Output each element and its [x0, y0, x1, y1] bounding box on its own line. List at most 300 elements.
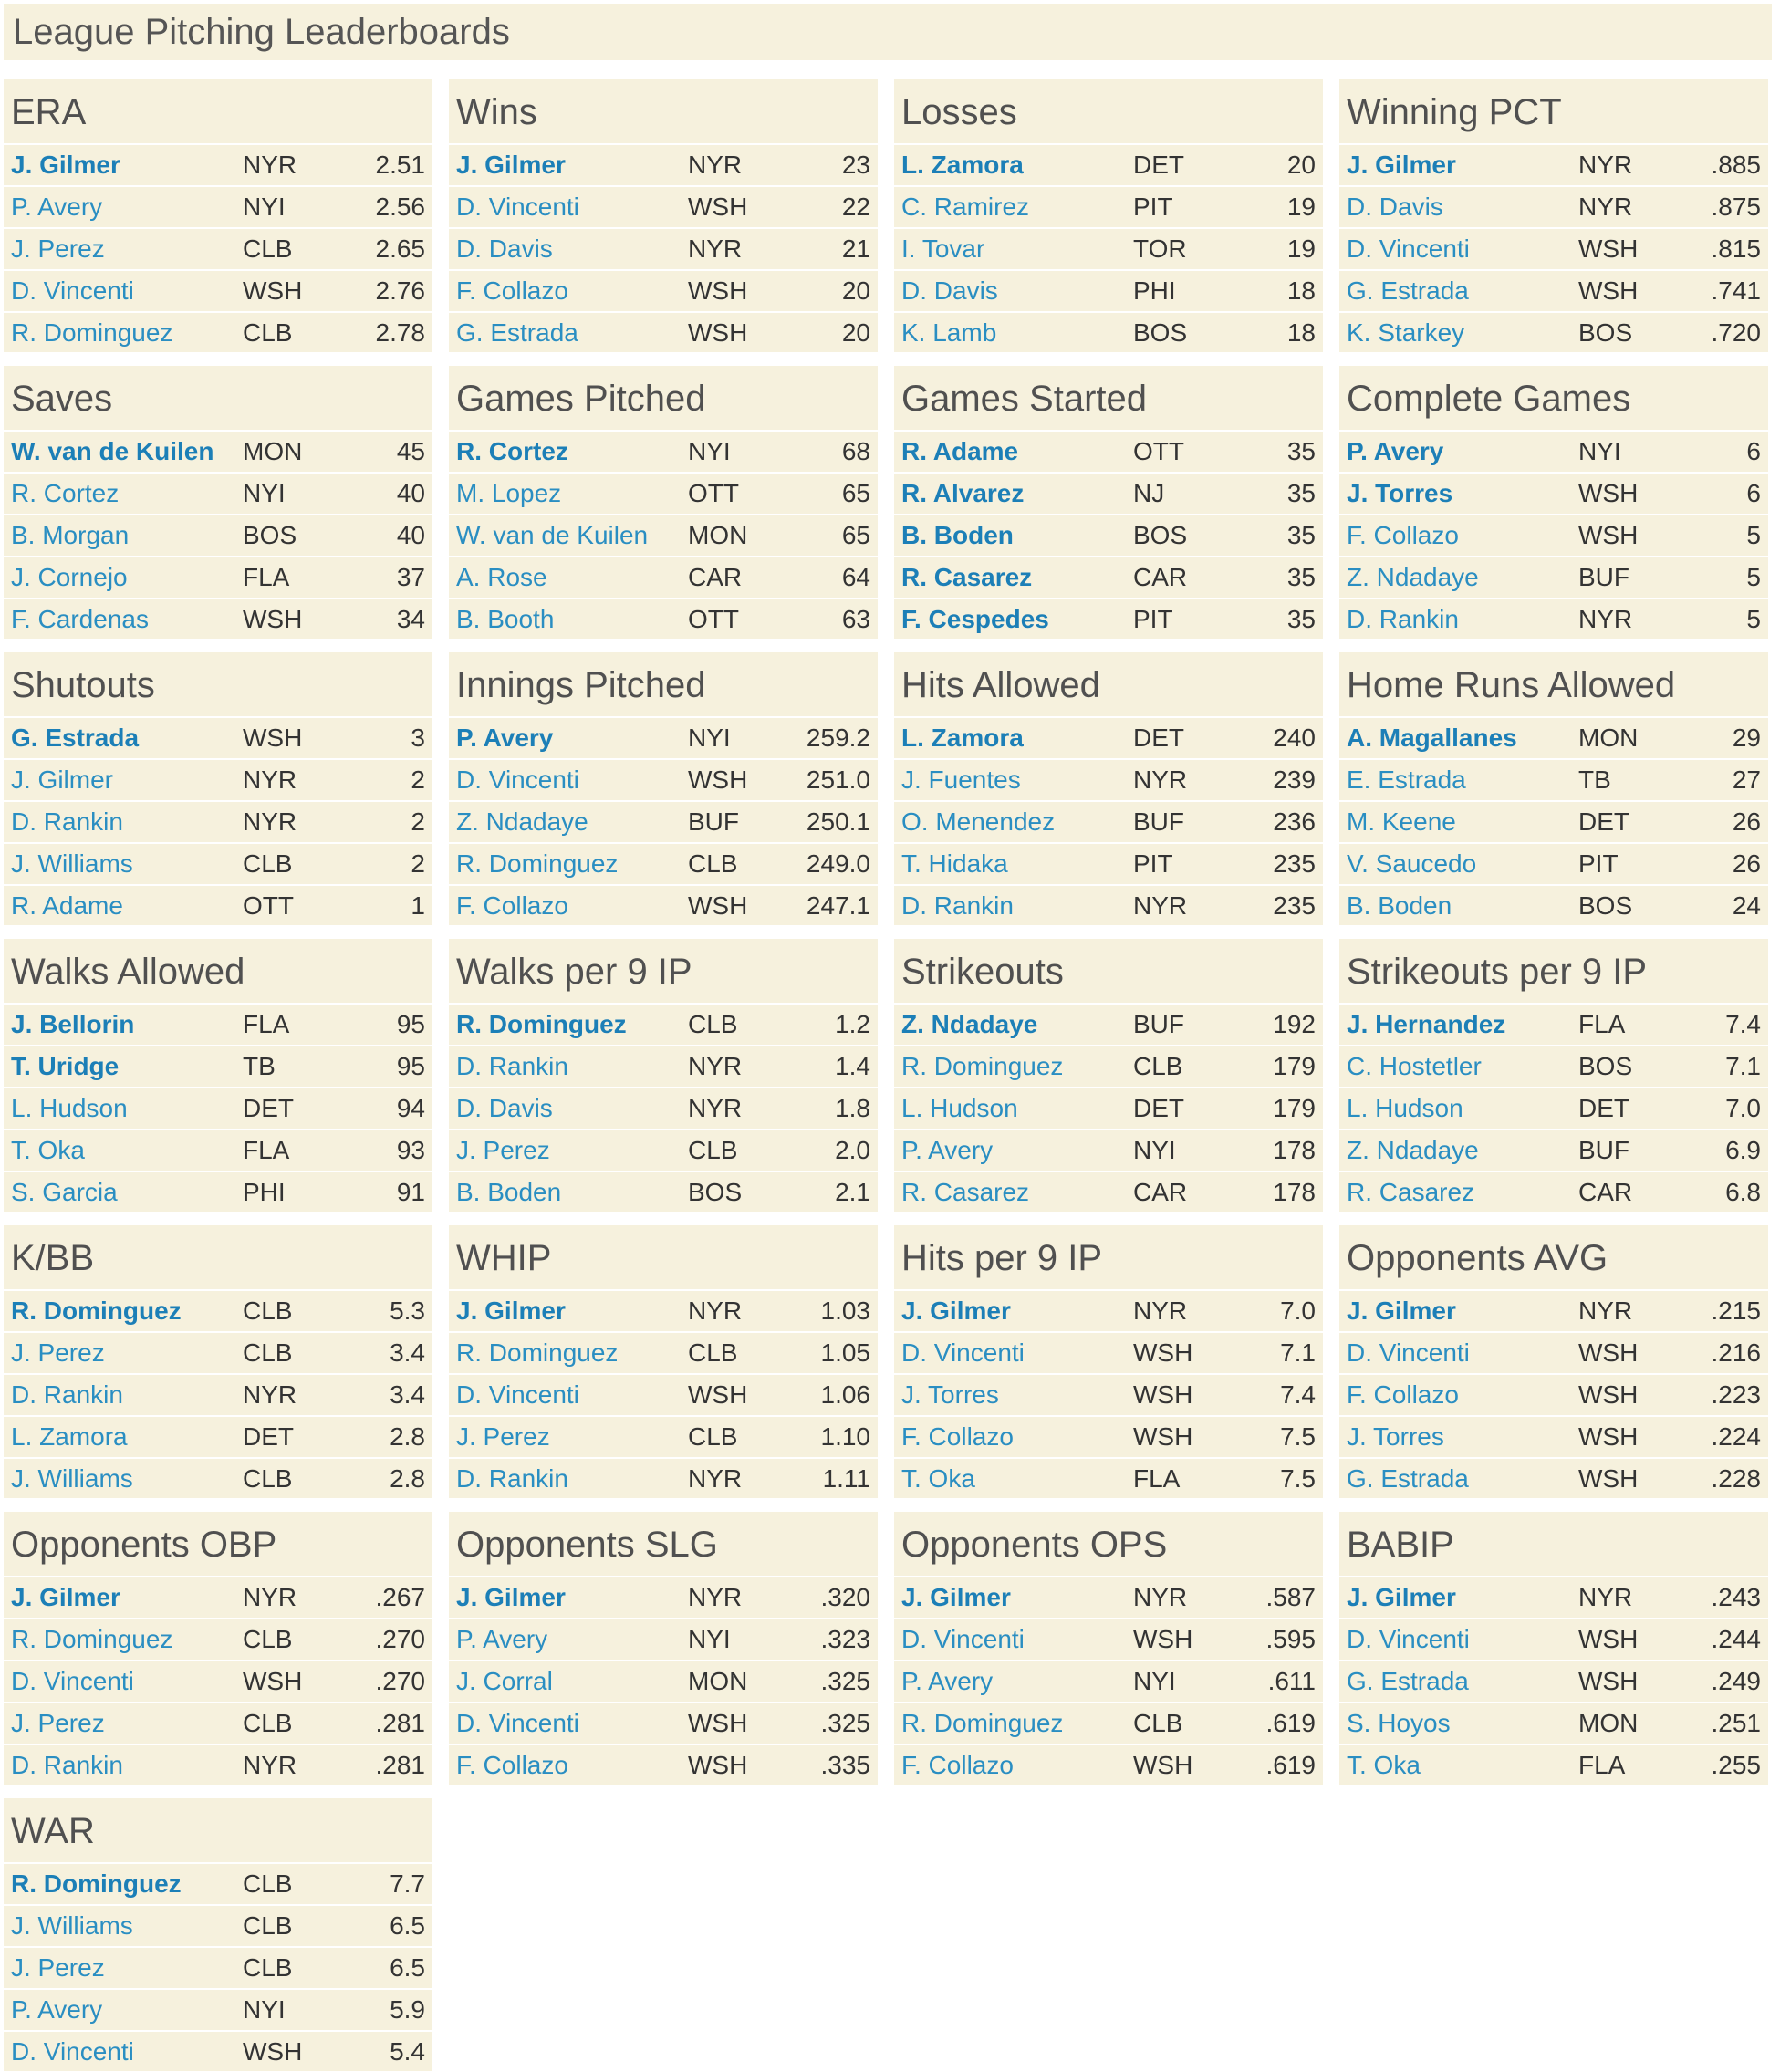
stat-value: .885: [1711, 151, 1761, 179]
leaderboard-row: [4, 758, 432, 800]
player-link[interactable]: L. Zamora: [901, 724, 1024, 752]
team-abbreviation: NJ: [1133, 479, 1165, 507]
leaderboard-row: [4, 1457, 432, 1499]
player-link[interactable]: J. Gilmer: [456, 151, 566, 179]
player-link[interactable]: D. Vincenti: [901, 1338, 1025, 1367]
player-link[interactable]: T. Oka: [1347, 1751, 1421, 1779]
team-abbreviation: WSH: [1578, 234, 1639, 263]
player-link[interactable]: D. Vincenti: [11, 2037, 134, 2066]
player-link[interactable]: R. Dominguez: [11, 1625, 173, 1653]
player-link[interactable]: D. Davis: [456, 1094, 553, 1122]
player-link[interactable]: R. Dominguez: [901, 1709, 1064, 1737]
player-link[interactable]: J. Torres: [1347, 1422, 1444, 1451]
player-link[interactable]: D. Rankin: [456, 1464, 568, 1493]
team-abbreviation: NYR: [1133, 1583, 1188, 1611]
stat-value: 7.1: [1725, 1052, 1761, 1080]
team-abbreviation: WSH: [688, 891, 748, 920]
player-link[interactable]: S. Garcia: [11, 1178, 118, 1206]
leaderboard-hits-per-9-ip: [894, 1225, 1323, 1498]
leaderboard-row: [4, 1862, 432, 1904]
leaderboard-row: [1339, 800, 1768, 842]
player-link[interactable]: D. Rankin: [1347, 605, 1459, 633]
player-link[interactable]: J. Gilmer: [1347, 1583, 1456, 1611]
player-link[interactable]: F. Collazo: [456, 1751, 568, 1779]
player-link[interactable]: F. Cardenas: [11, 605, 149, 633]
player-link[interactable]: R. Dominguez: [456, 849, 619, 878]
player-link[interactable]: J. Bellorin: [11, 1010, 135, 1038]
player-link[interactable]: F. Collazo: [1347, 521, 1459, 549]
player-link[interactable]: L. Hudson: [11, 1094, 128, 1122]
team-abbreviation: WSH: [1578, 479, 1639, 507]
leaderboard-row: [1339, 1129, 1768, 1171]
leaderboard-row: [449, 430, 878, 472]
leaderboard-title: Losses: [901, 92, 1017, 132]
player-link[interactable]: P. Avery: [1347, 437, 1444, 465]
team-abbreviation: CLB: [688, 1422, 738, 1451]
player-link[interactable]: C. Hostetler: [1347, 1052, 1482, 1080]
stat-value: .325: [820, 1709, 870, 1737]
player-link[interactable]: J. Gilmer: [901, 1296, 1011, 1325]
player-link[interactable]: D. Vincenti: [1347, 234, 1470, 263]
leaderboard-row: [894, 1702, 1323, 1744]
player-link[interactable]: W. van de Kuilen: [11, 437, 214, 465]
player-link[interactable]: A. Magallanes: [1347, 724, 1517, 752]
stat-value: 192: [1273, 1010, 1316, 1038]
player-link[interactable]: B. Boden: [456, 1178, 562, 1206]
player-link[interactable]: D. Vincenti: [901, 1625, 1025, 1653]
leaderboard-title: WAR: [11, 1811, 95, 1851]
team-abbreviation: CLB: [688, 1136, 738, 1164]
leaderboard-row: [1339, 1331, 1768, 1373]
leaderboard-row: [449, 1003, 878, 1045]
leaderboard-row: [1339, 1373, 1768, 1415]
player-link[interactable]: P. Avery: [11, 193, 103, 221]
leaderboard-row: [4, 598, 432, 640]
player-link[interactable]: T. Hidaka: [901, 849, 1008, 878]
player-link[interactable]: B. Booth: [456, 605, 555, 633]
leaderboard-title: Wins: [456, 92, 537, 132]
team-abbreviation: MON: [688, 1667, 748, 1695]
player-link[interactable]: D. Rankin: [11, 1380, 123, 1409]
player-link[interactable]: K. Starkey: [1347, 318, 1465, 347]
stat-value: 239: [1273, 765, 1316, 794]
leaderboard-title: Complete Games: [1347, 379, 1631, 419]
player-link[interactable]: Z. Ndadaye: [1347, 1136, 1479, 1164]
player-link[interactable]: D. Rankin: [456, 1052, 568, 1080]
player-link[interactable]: R. Dominguez: [456, 1010, 627, 1038]
team-abbreviation: NYR: [1578, 193, 1633, 221]
leaderboard-row: [1339, 1660, 1768, 1702]
leaderboard-title: Opponents OPS: [901, 1525, 1168, 1565]
player-link[interactable]: D. Vincenti: [1347, 1625, 1470, 1653]
stat-value: 7.5: [1280, 1464, 1316, 1493]
stat-value: .815: [1711, 234, 1761, 263]
leaderboard-row: [449, 758, 878, 800]
player-link[interactable]: D. Davis: [1347, 193, 1443, 221]
leaderboard-strikeouts: [894, 939, 1323, 1212]
leaderboard-row: [894, 1576, 1323, 1618]
leaderboard-shutouts: [4, 652, 432, 925]
player-link[interactable]: J. Gilmer: [11, 765, 113, 794]
team-abbreviation: NYI: [688, 437, 731, 465]
leaderboard-title: Winning PCT: [1347, 92, 1562, 132]
team-abbreviation: CLB: [243, 1709, 293, 1737]
stat-value: 235: [1273, 891, 1316, 920]
stat-value: .270: [375, 1667, 425, 1695]
player-link[interactable]: R. Casarez: [901, 563, 1033, 591]
stat-value: 249.0: [806, 849, 870, 878]
player-link[interactable]: A. Rose: [456, 563, 547, 591]
player-link[interactable]: D. Rankin: [11, 807, 123, 836]
team-abbreviation: BOS: [1133, 521, 1188, 549]
leaderboard-row: [1339, 430, 1768, 472]
team-abbreviation: MON: [243, 437, 303, 465]
team-abbreviation: BUF: [1578, 563, 1629, 591]
team-abbreviation: WSH: [1133, 1625, 1193, 1653]
leaderboard-row: [1339, 1003, 1768, 1045]
player-link[interactable]: J. Williams: [11, 1911, 133, 1940]
team-abbreviation: CLB: [243, 1338, 293, 1367]
player-link[interactable]: P. Avery: [901, 1136, 994, 1164]
player-link[interactable]: G. Estrada: [456, 318, 578, 347]
player-link[interactable]: J. Perez: [11, 234, 105, 263]
leaderboard-row: [4, 227, 432, 269]
team-abbreviation: NYI: [688, 1625, 731, 1653]
player-link[interactable]: G. Estrada: [1347, 1667, 1469, 1695]
stat-value: 2.78: [375, 318, 425, 347]
player-link[interactable]: M. Lopez: [456, 479, 562, 507]
stat-value: .270: [375, 1625, 425, 1653]
player-link[interactable]: T. Oka: [901, 1464, 975, 1493]
leaderboard-walks-allowed: [4, 939, 432, 1212]
player-link[interactable]: J. Gilmer: [11, 1583, 120, 1611]
player-link[interactable]: J. Fuentes: [901, 765, 1021, 794]
player-link[interactable]: E. Estrada: [1347, 765, 1466, 794]
player-link[interactable]: R. Casarez: [901, 1178, 1030, 1206]
stat-value: 5: [1746, 605, 1761, 633]
team-abbreviation: NYR: [243, 1751, 297, 1779]
player-link[interactable]: J. Perez: [11, 1709, 105, 1737]
player-link[interactable]: G. Estrada: [1347, 276, 1469, 305]
stat-value: 1.2: [835, 1010, 870, 1038]
team-abbreviation: PHI: [1133, 276, 1176, 305]
player-link[interactable]: D. Vincenti: [456, 765, 579, 794]
stat-value: 7.1: [1280, 1338, 1316, 1367]
leaderboard-row: [894, 758, 1323, 800]
stat-value: 37: [396, 563, 425, 591]
player-link[interactable]: J. Gilmer: [456, 1583, 566, 1611]
player-link[interactable]: J. Perez: [11, 1953, 105, 1982]
player-link[interactable]: F. Collazo: [901, 1751, 1014, 1779]
player-link[interactable]: Z. Ndadaye: [1347, 563, 1479, 591]
leaderboard-row: [4, 1171, 432, 1213]
player-link[interactable]: R. Dominguez: [11, 318, 173, 347]
stat-value: .595: [1265, 1625, 1316, 1653]
stat-value: 235: [1273, 849, 1316, 878]
player-link[interactable]: B. Boden: [1347, 891, 1452, 920]
leaderboard-title: BABIP: [1347, 1525, 1454, 1565]
player-link[interactable]: J. Torres: [901, 1380, 999, 1409]
player-link[interactable]: J. Williams: [11, 849, 133, 878]
player-link[interactable]: R. Alvarez: [901, 479, 1025, 507]
stat-value: 3.4: [390, 1338, 425, 1367]
team-abbreviation: DET: [1133, 1094, 1184, 1122]
leaderboard-row: [449, 842, 878, 884]
stat-value: 6: [1746, 479, 1761, 507]
stat-value: 251.0: [806, 765, 870, 794]
team-abbreviation: TOR: [1133, 234, 1187, 263]
stat-value: 7.5: [1280, 1422, 1316, 1451]
player-link[interactable]: L. Hudson: [1347, 1094, 1463, 1122]
team-abbreviation: PIT: [1578, 849, 1619, 878]
player-link[interactable]: D. Vincenti: [456, 193, 579, 221]
player-link[interactable]: J. Corral: [456, 1667, 553, 1695]
player-link[interactable]: J. Hernandez: [1347, 1010, 1506, 1038]
player-link[interactable]: J. Gilmer: [1347, 151, 1456, 179]
leaderboard-row: [4, 1129, 432, 1171]
leaderboard-opponents-obp: [4, 1512, 432, 1785]
player-link[interactable]: F. Collazo: [1347, 1380, 1459, 1409]
player-link[interactable]: D. Davis: [901, 276, 998, 305]
player-link[interactable]: R. Adame: [901, 437, 1019, 465]
player-link[interactable]: J. Gilmer: [11, 151, 120, 179]
team-abbreviation: CAR: [688, 563, 743, 591]
team-abbreviation: CLB: [688, 849, 738, 878]
player-link[interactable]: P. Avery: [456, 1625, 548, 1653]
stat-value: 45: [396, 437, 425, 465]
leaderboard-title: Hits per 9 IP: [901, 1238, 1103, 1278]
player-link[interactable]: R. Cortez: [456, 437, 568, 465]
player-link[interactable]: T. Oka: [11, 1136, 85, 1164]
stat-value: 1.8: [835, 1094, 870, 1122]
team-abbreviation: WSH: [688, 765, 748, 794]
stat-value: 26: [1732, 849, 1761, 878]
stat-value: .243: [1711, 1583, 1761, 1611]
leaderboard-row: [4, 1289, 432, 1331]
stat-value: 1.05: [820, 1338, 870, 1367]
team-abbreviation: WSH: [1578, 1625, 1639, 1653]
leaderboard-row: [1339, 598, 1768, 640]
team-abbreviation: CLB: [1133, 1709, 1183, 1737]
player-link[interactable]: J. Gilmer: [456, 1296, 566, 1325]
leaderboard-title: Home Runs Allowed: [1347, 665, 1676, 705]
player-link[interactable]: G. Estrada: [1347, 1464, 1469, 1493]
team-abbreviation: NYI: [1133, 1136, 1176, 1164]
player-link[interactable]: Z. Ndadaye: [901, 1010, 1038, 1038]
stat-value: 236: [1273, 807, 1316, 836]
leaderboard-row: [4, 1660, 432, 1702]
leaderboard-row: [449, 1618, 878, 1660]
stat-value: 29: [1732, 724, 1761, 752]
leaderboard-row: [894, 598, 1323, 640]
team-abbreviation: CLB: [1133, 1052, 1183, 1080]
team-abbreviation: NYR: [1133, 765, 1188, 794]
team-abbreviation: WSH: [688, 1709, 748, 1737]
leaderboard-losses: [894, 79, 1323, 352]
team-abbreviation: NYR: [688, 1094, 743, 1122]
leaderboard-title: Opponents OBP: [11, 1525, 277, 1565]
leaderboard-row: [449, 556, 878, 598]
team-abbreviation: WSH: [1578, 1380, 1639, 1409]
player-link[interactable]: S. Hoyos: [1347, 1709, 1451, 1737]
player-link[interactable]: B. Boden: [901, 521, 1014, 549]
player-link[interactable]: P. Avery: [456, 724, 554, 752]
player-link[interactable]: C. Ramirez: [901, 193, 1030, 221]
team-abbreviation: CLB: [243, 1625, 293, 1653]
leaderboard-row: [894, 1373, 1323, 1415]
stat-value: 1.03: [820, 1296, 870, 1325]
stat-value: .323: [820, 1625, 870, 1653]
stat-value: 65: [841, 521, 870, 549]
player-link[interactable]: R. Adame: [11, 891, 123, 920]
player-link[interactable]: D. Vincenti: [1347, 1338, 1470, 1367]
team-abbreviation: DET: [1133, 724, 1184, 752]
stat-value: 2: [411, 849, 425, 878]
stat-value: 2: [411, 765, 425, 794]
leaderboard-whip: [449, 1225, 878, 1498]
player-link[interactable]: J. Gilmer: [901, 1583, 1011, 1611]
team-abbreviation: WSH: [1578, 276, 1639, 305]
player-link[interactable]: D. Rankin: [11, 1751, 123, 1779]
player-link[interactable]: D. Davis: [456, 234, 553, 263]
leaderboard-complete-games: [1339, 366, 1768, 639]
stat-value: 7.7: [390, 1869, 425, 1898]
team-abbreviation: WSH: [1133, 1751, 1193, 1779]
leaderboard-title: Innings Pitched: [456, 665, 706, 705]
team-abbreviation: WSH: [1578, 1422, 1639, 1451]
stat-value: 2.65: [375, 234, 425, 263]
player-link[interactable]: R. Dominguez: [456, 1338, 619, 1367]
team-abbreviation: CLB: [243, 1911, 293, 1940]
player-link[interactable]: B. Morgan: [11, 521, 130, 549]
player-link[interactable]: M. Keene: [1347, 807, 1456, 836]
stat-value: 63: [841, 605, 870, 633]
stat-value: 1.11: [822, 1464, 870, 1493]
player-link[interactable]: P. Avery: [901, 1667, 994, 1695]
player-link[interactable]: R. Dominguez: [901, 1052, 1064, 1080]
player-link[interactable]: O. Menendez: [901, 807, 1056, 836]
stat-value: 95: [396, 1010, 425, 1038]
leaderboard-games-pitched: [449, 366, 878, 639]
player-link[interactable]: W. van de Kuilen: [456, 521, 649, 549]
player-link[interactable]: Z. Ndadaye: [456, 807, 588, 836]
leaderboard-row: [1339, 1618, 1768, 1660]
player-link[interactable]: F. Cespedes: [901, 605, 1049, 633]
team-abbreviation: TB: [243, 1052, 276, 1080]
team-abbreviation: NYI: [1133, 1667, 1176, 1695]
team-abbreviation: FLA: [243, 1136, 290, 1164]
stat-value: 19: [1286, 193, 1316, 221]
stat-value: .281: [375, 1751, 425, 1779]
stat-value: 20: [1286, 151, 1316, 179]
player-link[interactable]: D. Vincenti: [11, 1667, 134, 1695]
stat-value: 7.0: [1725, 1094, 1761, 1122]
player-link[interactable]: L. Zamora: [901, 151, 1024, 179]
stat-value: 26: [1732, 807, 1761, 836]
team-abbreviation: BOS: [1578, 318, 1633, 347]
leaderboard-row: [1339, 1576, 1768, 1618]
leaderboard-row: [4, 1003, 432, 1045]
team-abbreviation: WSH: [1578, 1464, 1639, 1493]
leaderboard-row: [894, 1744, 1323, 1786]
leaderboard-row: [1339, 1415, 1768, 1457]
player-link[interactable]: J. Torres: [1347, 479, 1453, 507]
team-abbreviation: NYR: [1578, 1296, 1633, 1325]
team-abbreviation: DET: [1133, 151, 1184, 179]
team-abbreviation: WSH: [688, 318, 748, 347]
stat-value: 40: [396, 521, 425, 549]
player-link[interactable]: F. Collazo: [456, 276, 568, 305]
player-link[interactable]: P. Avery: [11, 1995, 103, 2024]
player-link[interactable]: R. Dominguez: [11, 1296, 182, 1325]
player-link[interactable]: R. Cortez: [11, 479, 120, 507]
player-link[interactable]: J. Cornejo: [11, 563, 128, 591]
player-link[interactable]: T. Uridge: [11, 1052, 120, 1080]
player-link[interactable]: L. Hudson: [901, 1094, 1018, 1122]
player-link[interactable]: G. Estrada: [11, 724, 140, 752]
stat-value: 35: [1286, 563, 1316, 591]
player-link[interactable]: L. Zamora: [11, 1422, 128, 1451]
stat-value: .249: [1711, 1667, 1761, 1695]
stat-value: 35: [1286, 521, 1316, 549]
stat-value: .255: [1711, 1751, 1761, 1779]
stat-value: 7.4: [1280, 1380, 1316, 1409]
leaderboard-row: [1339, 1045, 1768, 1087]
leaderboard-title: ERA: [11, 92, 87, 132]
leaderboard-row: [4, 1946, 432, 1988]
player-link[interactable]: V. Saucedo: [1347, 849, 1477, 878]
player-link[interactable]: J. Perez: [456, 1422, 550, 1451]
player-link[interactable]: F. Collazo: [456, 891, 568, 920]
player-link[interactable]: D. Vincenti: [11, 276, 134, 305]
player-link[interactable]: J. Perez: [456, 1136, 550, 1164]
leaderboard-title: Shutouts: [11, 665, 155, 705]
leaderboard-row: [894, 514, 1323, 556]
team-abbreviation: FLA: [1578, 1010, 1626, 1038]
leaderboard-row: [449, 472, 878, 514]
leaderboard-row: [1339, 311, 1768, 353]
player-link[interactable]: D. Vincenti: [456, 1709, 579, 1737]
player-link[interactable]: K. Lamb: [901, 318, 997, 347]
leaderboard-row: [4, 1618, 432, 1660]
leaderboard-row: [449, 143, 878, 185]
team-abbreviation: CLB: [243, 318, 293, 347]
leaderboard-row: [449, 1457, 878, 1499]
stat-value: 178: [1273, 1178, 1316, 1206]
team-abbreviation: OTT: [688, 605, 739, 633]
player-link[interactable]: J. Williams: [11, 1464, 133, 1493]
player-link[interactable]: R. Casarez: [1347, 1178, 1475, 1206]
stat-value: 93: [396, 1136, 425, 1164]
player-link[interactable]: R. Dominguez: [11, 1869, 182, 1898]
player-link[interactable]: J. Gilmer: [1347, 1296, 1456, 1325]
stat-value: 20: [841, 318, 870, 347]
team-abbreviation: NYR: [1133, 891, 1188, 920]
player-link[interactable]: D. Rankin: [901, 891, 1014, 920]
leaderboard-row: [4, 800, 432, 842]
player-link[interactable]: F. Collazo: [901, 1422, 1014, 1451]
player-link[interactable]: I. Tovar: [901, 234, 985, 263]
stat-value: .216: [1711, 1338, 1761, 1367]
leaderboard-row: [4, 430, 432, 472]
leaderboard-row: [4, 1415, 432, 1457]
player-link[interactable]: J. Perez: [11, 1338, 105, 1367]
team-abbreviation: WSH: [1578, 521, 1639, 549]
leaderboard-row: [4, 1576, 432, 1618]
leaderboard-title: Opponents AVG: [1347, 1238, 1608, 1278]
player-link[interactable]: D. Vincenti: [456, 1380, 579, 1409]
team-abbreviation: MON: [1578, 1709, 1639, 1737]
